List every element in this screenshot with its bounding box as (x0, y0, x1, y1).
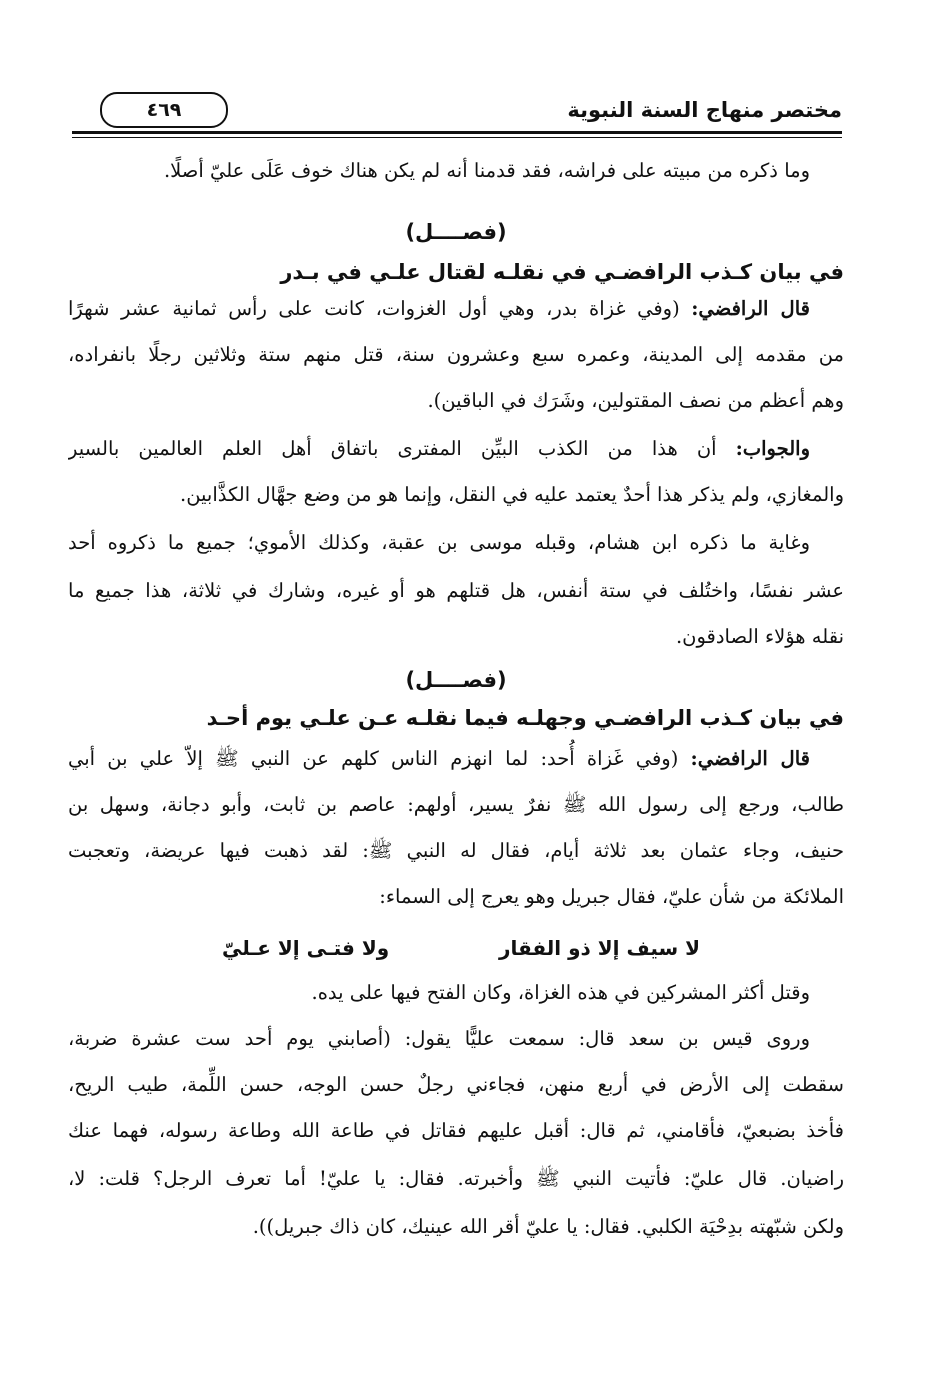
text-line: وما ذكره من مبيته على فراشه، فقد قدمنا أنه لم يكن هناك خوف عَلَى عليّ أصلًا. (163, 159, 810, 182)
text-line (68, 738, 844, 780)
text-line: وغاية ما ذكره ابن هشام، وقبله موسى بن عقبة، وكذلك الأموي؛ جميع ما ذكروه أحد (68, 531, 810, 554)
running-header (72, 92, 842, 134)
answer-label: والجواب: (735, 437, 810, 460)
header-rule-thin (72, 137, 842, 138)
text-span: أن هذا من الكذب البيِّن المفترى باتفاق أهل العلم العالمين بالسير (68, 437, 717, 460)
text-line: نقله هؤلاء الصادقون. (675, 625, 844, 648)
text-line (68, 288, 844, 330)
book-title: مختصر منهاج السنة النبوية (567, 98, 842, 122)
text-line: الملائكة من شأن عليّ، فقال جبريل وهو يعرج إلى السماء: (379, 885, 844, 908)
text-line: ولكن شبّهته بدِحْيَة الكلبي. فقال: يا عليّ أقر الله عينيك، كان ذاك جبريل)). (252, 1215, 844, 1238)
verse-hemistich-left: ولا فتـى إلا عـليّ (222, 936, 390, 960)
text-line: وقتل أكثر المشركين في هذه الغزاة، وكان الفتح فيها على يده. (311, 981, 810, 1004)
text-line: من مقدمه إلى المدينة، وعمره سبع وعشرون سنة، قتل منهم ستة وثلاثين رجلًا بانفراده، (68, 343, 844, 366)
section-heading: في بيان كـذب الرافضـي في نقلـه لقتال علـي في بـدر (280, 260, 844, 284)
page-number: ٤٦٩ (100, 92, 228, 128)
text-line: وهم أعظم من نصف المقتولين، وشَرَك في الباقين). (427, 389, 844, 412)
header-rule-thick (72, 131, 842, 134)
section-marker: (فصــــل) (405, 668, 507, 692)
text-line: فأخذ بضبعيّ، فأقامني، ثم قال: أقبل عليهم فقاتل في طاعة الله وطاعة رسوله، فهما عنك (68, 1119, 844, 1142)
section-marker: (فصــــل) (405, 220, 507, 244)
text-line: وروى قيس بن سعد قال: سمعت عليًّا يقول: (أصابني يوم أحد ست عشرة ضربة، (68, 1027, 810, 1050)
speaker-label: قال الرافضي: (690, 747, 810, 770)
text-line: والمغازي، ولم يذكر هذا أحدٌ يعتمد عليه في النقل، وإنما هو من وضع جهَّال الكذَّابين. (180, 483, 844, 506)
text-line: طالب، ورجع إلى رسول الله ﷺ نفرٌ يسير، أولهم: عاصم بن ثابت، وأبو دجانة، وسهل بن (68, 793, 844, 816)
verse-hemistich-right: لا سيف إلا ذو الفقار (498, 936, 700, 960)
text-span: (وفي غَزاة أُحد: لما انهزم الناس كلهم عن النبي ﷺ إلاّ علي بن أبي (68, 747, 679, 770)
text-line (68, 428, 844, 470)
text-span: (وفي غزاة بدر، وهي أول الغزوات، كانت على رأس ثمانية عشر شهرًا (68, 297, 680, 320)
text-line: حنيف، وجاء عثمان بعد ثلاثة أيام، فقال له النبي ﷺ: لقد ذهبت فيها عريضة، وتعجبت (68, 839, 844, 862)
text-line: راضيان. قال عليّ: فأتيت النبي ﷺ وأخبرته. فقال: يا عليّ! أما تعرف الرجل؟ قلت: لا، (68, 1167, 844, 1190)
text-line: عشر نفسًا، واختُلف في ستة أنفس، هل قتلهم هو أو غيره، وشارك في ثلاثة، هذا جميع ما (68, 579, 844, 602)
section-heading: في بيان كـذب الرافضـي وجهلـه فيما نقلـه عـن علـي يوم أحـد (206, 706, 844, 730)
speaker-label: قال الرافضي: (691, 297, 810, 320)
text-line: سقطت إلى الأرض في أربع منهن، فجاءني رجلٌ حسن الوجه، حسن اللِّمة، طيب الريح، (68, 1073, 844, 1096)
